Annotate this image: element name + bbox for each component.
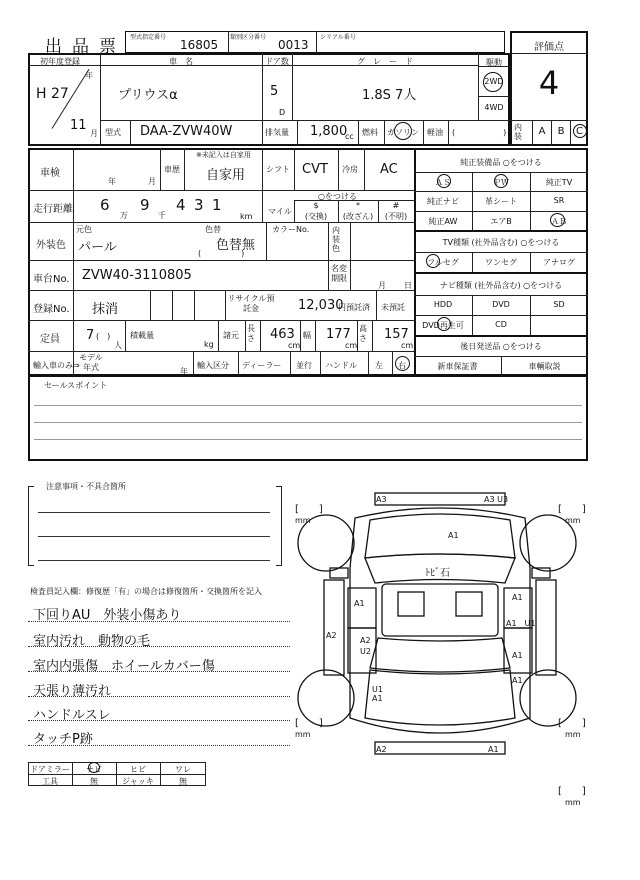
mark-a2-left: A2 [326, 631, 337, 640]
tread-mm-rl: mm [295, 730, 311, 739]
expire-month: 月 [378, 281, 386, 290]
recycle-value: 12,030 [298, 298, 344, 313]
capacity-label: 定員 [40, 334, 60, 345]
sill-left [324, 580, 344, 675]
color-orig: パール [78, 240, 117, 255]
chassis-value: ZVW40-3110805 [82, 268, 192, 283]
type-no-value: 16805 [180, 38, 219, 52]
fuel-circle [394, 122, 412, 140]
equip-sr: SR [553, 196, 565, 205]
doors-value: 5 [270, 84, 279, 99]
mileage-s2b: (改ざん) [342, 212, 374, 221]
note-line-4: 天張り薄汚れ [33, 684, 112, 699]
type-no-label: 型式指定番号 [130, 34, 167, 41]
grade-value: 1.8S 7人 [362, 88, 417, 103]
registration-value: 抹消 [92, 302, 119, 317]
model-value: DAA-ZVW40W [140, 124, 233, 139]
reg-year-unit: 年 [85, 71, 93, 80]
mirror-h4: ワレ [175, 765, 191, 774]
height-value: 157 [384, 327, 409, 342]
mileage-digit-3: 4 [176, 196, 186, 214]
reg-label: 初年度登録 [40, 57, 80, 66]
note-line-1: 下回りAU 外装小傷あり [33, 608, 182, 623]
interior-c: C [576, 126, 583, 137]
length-value: 463 [270, 327, 295, 342]
load-unit: kg [204, 340, 214, 349]
color-paint: 色替無 [216, 238, 256, 253]
reg-month-unit: 月 [90, 129, 98, 138]
model-year-unit: 年 [180, 367, 188, 376]
sales-point-label: セールスポイント [44, 381, 108, 390]
interior-color-label: 内装色 [332, 226, 340, 253]
tread-bracket-rr: [ ] [558, 718, 586, 729]
model-label: 型式 [105, 128, 121, 137]
equip-navi: 純正ナビ [427, 197, 459, 206]
mark-u1-rear-left: U1 [372, 685, 383, 694]
mileage-label: 走行距離 [33, 204, 73, 215]
height-label: 高さ [359, 324, 367, 343]
import-dealer: ディーラー [242, 361, 282, 370]
import-parallel: 並行 [296, 361, 312, 370]
navi-dvd-play-circle [437, 317, 451, 331]
tread-bracket-fr: [ ] [558, 504, 586, 515]
tv-title: TV種類 (社外品含む) ○をつける [442, 238, 560, 247]
mark-a3u3-front: A3 U3 [484, 495, 509, 504]
mileage-unit-sen: 千 [158, 211, 166, 220]
inspect-year: 年 [108, 177, 116, 186]
import-class-label: 輸入区分 [197, 361, 229, 370]
mileage-digit-2: 9 [140, 196, 150, 214]
class-no-value: 0013 [278, 38, 309, 52]
mileage-s1: $ [313, 201, 319, 210]
note-line-2: 室内汚れ 動物の毛 [33, 634, 151, 649]
mark-a1-rear: A1 [488, 745, 499, 754]
tv-full-circle [426, 254, 440, 268]
equip-as-circle [437, 174, 451, 188]
fuel-light-label: 軽油 [427, 128, 443, 137]
drive-2wd: 2WD [484, 77, 504, 86]
mirror-r3: ジャッキ [122, 777, 154, 786]
height-unit: cm [401, 341, 414, 350]
fuel-gasoline: ガソリン [387, 128, 419, 137]
tv-full: フルセグ [427, 258, 459, 267]
tread-mm-fr: mm [565, 516, 581, 525]
displacement-label: 排気量 [265, 128, 289, 137]
width-unit: cm [345, 341, 358, 350]
car-name-label: 車 名 [169, 57, 193, 66]
navi-dvd-play: DVD再生可 [422, 321, 464, 330]
color-no-label: カラーNo. [272, 225, 310, 234]
sales-point-box [28, 375, 588, 461]
chassis-label: 車台No. [33, 274, 70, 285]
handle-label: ハンドル [325, 361, 357, 370]
mark-a1u1-right: A1 U1 [506, 619, 536, 628]
interior-b: B [557, 126, 565, 137]
equip-leather: 革シート [485, 197, 517, 206]
mirror-h2: ナビ [86, 765, 102, 774]
mileage-digit-5: 1 [212, 196, 222, 214]
serial-label: シリアル番号 [320, 34, 356, 41]
navi-sd: SD [553, 300, 565, 309]
tread-bracket-fl: [ ] [295, 504, 323, 515]
history-label: 車歴 [164, 165, 180, 174]
handle-right: 右 [398, 361, 406, 370]
evaluation-label: 評価点 [534, 42, 564, 53]
mark-a1-rear-right: A1 [512, 676, 523, 685]
mileage-mile: マイル [268, 207, 292, 216]
color-label: 外装色 [36, 240, 66, 251]
hood [365, 514, 515, 558]
mark-a3-front: A3 [376, 495, 387, 504]
dims-label: 諸元 [223, 331, 239, 340]
color-paint-label: 色替 [205, 225, 221, 234]
equip-abs: ＡＢ [551, 217, 567, 226]
capacity-paren: ( ) [96, 332, 111, 341]
tread-mm-rr: mm [565, 730, 581, 739]
ship-warranty: 新車保証書 [437, 362, 478, 371]
recycle-unit: 円預託済 [338, 303, 370, 312]
class-no-label: 類別区分番号 [230, 34, 267, 41]
equip-tv: 純正TV [545, 178, 573, 187]
history-value: 自家用 [206, 168, 246, 183]
mirror-h2-circle [88, 762, 100, 773]
length-label: 長さ [247, 324, 255, 343]
trunk [365, 670, 515, 725]
mirror-r1: 工具 [42, 777, 58, 786]
mark-a2-door-rl: A2 [360, 636, 371, 645]
inspector-note: 検査員記入欄：修復歴「有」の場合は修復箇所・交換箇所を記入 [30, 587, 262, 596]
displacement-unit: cc [345, 132, 354, 141]
ship-title: 後日発送品 ○をつける [460, 342, 542, 351]
width-label: 幅 [303, 331, 311, 340]
length-unit: cm [288, 341, 301, 350]
fuel-paren: ( ) [452, 128, 507, 137]
seat-front-right [456, 592, 482, 616]
width-value: 177 [326, 327, 351, 342]
mileage-unit: km [240, 212, 253, 221]
mirror-h3: ヒビ [130, 765, 146, 774]
car-damage-diagram [290, 488, 590, 808]
navi-dvd: DVD [492, 300, 510, 309]
load-label: 積載量 [130, 331, 154, 340]
inspect-month: 月 [148, 177, 156, 186]
mirror-r2: 無 [90, 777, 98, 786]
shift-value: CVT [302, 162, 328, 177]
expire-label: 名変期限 [331, 264, 347, 283]
tread-bracket-rl: [ ] [295, 718, 323, 729]
seat-front-left [398, 592, 424, 616]
recycle-label: リサイクル預託金 [227, 294, 275, 313]
color-orig-label: 元色 [76, 225, 92, 234]
tread-bracket-spare: [ ] [558, 786, 586, 797]
mirror-h1: ドアミラー [30, 765, 70, 774]
grade-label: グ レ ー ド [357, 57, 413, 66]
tv-analog: アナログ [543, 258, 575, 267]
mark-chip-windshield: ﾄﾋﾞ石 [425, 568, 450, 579]
mark-a1-door-fl: A1 [354, 599, 365, 608]
mileage-s3b: (不明) [384, 212, 408, 221]
equip-abs-circle [550, 213, 565, 227]
drive-4wd: 4WD [484, 103, 504, 112]
mirror-left [330, 568, 348, 578]
note-line-3: 室内内張傷 ホイールカバー傷 [33, 659, 215, 674]
notes-bracket-right [276, 486, 282, 566]
drive-label: 駆動 [486, 58, 502, 67]
page-title: 出品票 [45, 37, 126, 57]
interior-c-circle [573, 124, 587, 138]
inspect-label: 車検 [40, 168, 60, 179]
handle-right-circle [395, 356, 410, 371]
color-paint-paren: ( ) [198, 249, 245, 258]
mileage-unit-man: 万 [120, 211, 128, 220]
equipment-title: 純正装備品 ○をつける [460, 158, 542, 167]
mark-a1-door-fr: A1 [512, 593, 523, 602]
ship-manual: 車輌取説 [528, 362, 561, 371]
interior-label: 内装 [514, 123, 522, 141]
equip-pw: ＰＷ [493, 178, 509, 187]
sill-right [536, 580, 556, 675]
mark-a2-rear: A2 [376, 745, 387, 754]
import-label: 輸入車のみ⇒ [33, 361, 80, 370]
model-year-label: モデル年式 [79, 353, 103, 372]
displacement-value: 1,800 [310, 124, 348, 139]
expire-day: 日 [404, 281, 412, 290]
mileage-s1b: (交換) [304, 212, 328, 221]
capacity-value: 7 [86, 328, 95, 343]
navi-cd: CD [495, 320, 507, 329]
notes-label: 注意事項・不具合箇所 [46, 482, 126, 491]
evaluation-score: 4 [538, 64, 560, 102]
tread-mm-spare: mm [565, 798, 581, 807]
equip-as: ＡＳ [435, 178, 451, 187]
equip-pw-circle [494, 174, 508, 188]
mark-a1-rear-left: A1 [372, 694, 383, 703]
mileage-mark-note: ○をつける [318, 192, 357, 201]
rear-bumper [375, 742, 505, 754]
car-name: プリウスα [118, 88, 178, 103]
notes-bracket-left [28, 486, 34, 566]
reg-month: 11 [70, 118, 87, 133]
door-front-left [348, 588, 376, 628]
mark-a1-door-rr: A1 [512, 651, 523, 660]
mark-a1-hood: A1 [448, 531, 459, 540]
note-line-6: タッチP跡 [33, 732, 93, 747]
handle-left: 左 [375, 361, 383, 370]
capacity-unit: 人 [114, 341, 122, 350]
rear-window [370, 638, 510, 672]
shift-label: シフト [266, 165, 290, 174]
navi-hdd: HDD [433, 300, 453, 309]
mark-u2-door-rl: U2 [360, 647, 371, 656]
tv-one: ワンセグ [485, 258, 517, 267]
history-note: ※未記入は自家用 [196, 151, 251, 159]
mileage-s2: * [356, 201, 360, 210]
mirror-r4: 無 [179, 777, 187, 786]
tread-mm-fl: mm [295, 516, 311, 525]
aircon-label: 冷房 [342, 165, 358, 174]
mileage-s3: # [392, 201, 400, 210]
recycle-note: 未預託 [381, 303, 405, 312]
note-line-5: ハンドルスレ [33, 708, 111, 723]
interior-a: A [538, 126, 546, 137]
equip-aw: 純正AW [428, 217, 458, 226]
equip-airbag: エアB [490, 217, 512, 226]
reg-era: H 27 [36, 86, 69, 102]
drive-2wd-circle [483, 72, 503, 92]
fuel-label: 燃料 [362, 128, 378, 137]
doors-suffix: D [279, 108, 286, 117]
navi-title: ナビ種類 (社外品含む) ○をつける [439, 281, 563, 290]
mileage-digit-4: 3 [194, 196, 204, 214]
mileage-digit-1: 6 [100, 196, 110, 214]
aircon-value: AC [380, 162, 398, 177]
registration-label: 登録No. [33, 304, 70, 315]
doors-label: ドア数 [265, 57, 289, 66]
